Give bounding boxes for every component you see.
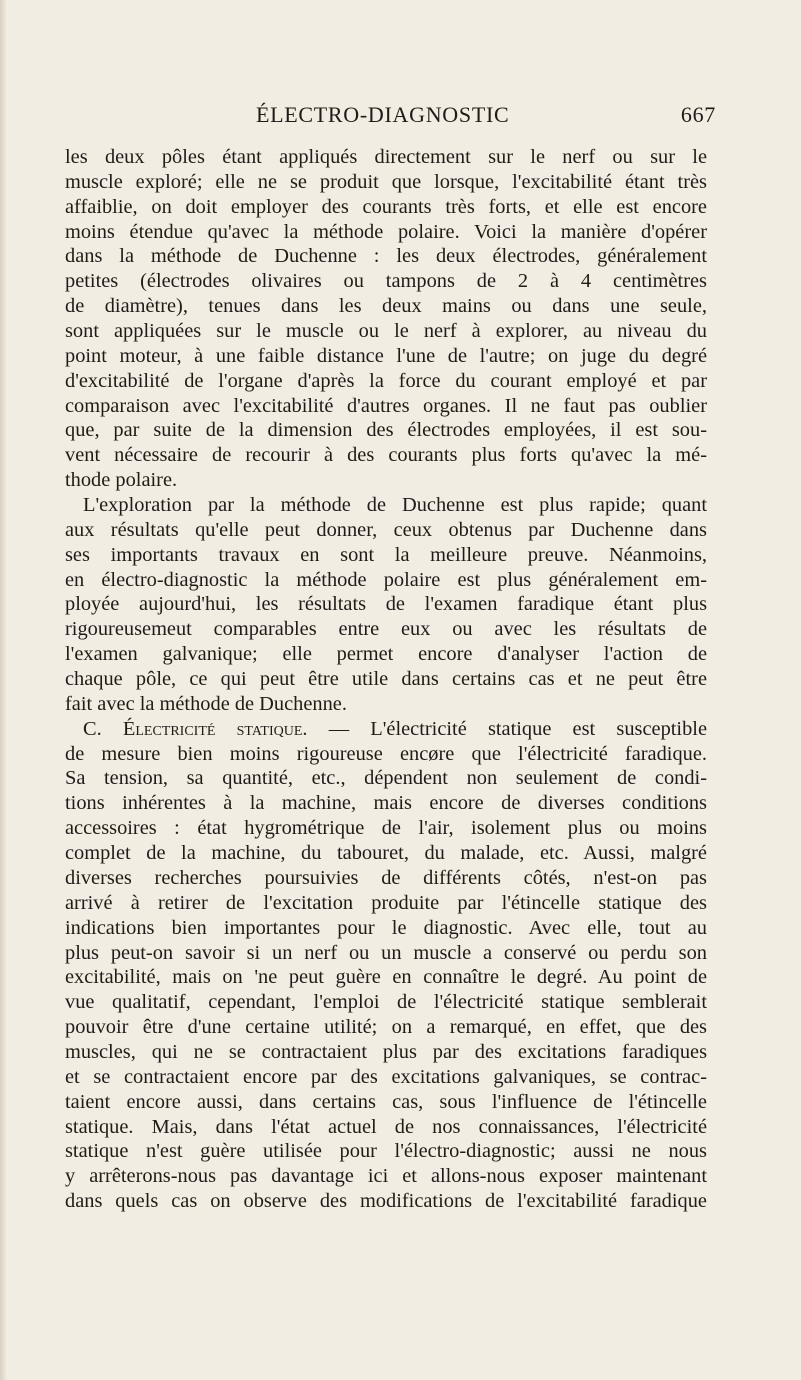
- text-line: de diamètre), tenues dans les deux mains ou dans une seule,: [65, 295, 707, 318]
- text-line: de mesure bien moins rigoureuse encøre que l'électricité faradique.: [65, 742, 707, 765]
- text-line: arrivé à retirer de l'excitation produite par l'étincelle statique des: [65, 891, 707, 914]
- text-line: muscle exploré; elle ne se produit que lorsque, l'excitabilité étant très: [65, 170, 707, 193]
- text-line: statique n'est guère utilisée pour l'électro-diagnostic; aussi ne nous: [65, 1140, 707, 1163]
- text-line: aux résultats qu'elle peut donner, ceux obtenus par Duchenne dans: [65, 518, 707, 541]
- paragraph-end-line: fait avec la méthode de Duchenne.: [65, 692, 347, 715]
- text-line: comparaison avec l'excitabilité d'autres organes. Il ne faut pas oublier: [65, 394, 707, 417]
- text-line: plus peut-on savoir si un nerf ou un muscle a conservé ou perdu son: [65, 941, 707, 964]
- body-text: [65, 145, 707, 1214]
- page-header: [256, 102, 716, 132]
- text-line: L'exploration par la méthode de Duchenne est plus rapide; quant: [83, 494, 707, 517]
- section-text: . — L'électricité statique est susceptible: [302, 717, 708, 740]
- text-line: indications bien importantes pour le diagnostic. Avec elle, tout au: [65, 916, 707, 939]
- text-line: statique. Mais, dans l'état actuel de nos connaissances, l'électricité: [65, 1115, 707, 1138]
- text-line: vue qualitatif, cependant, l'emploi de l'électricité statique semblerait: [65, 991, 707, 1014]
- page-number: 667: [680, 102, 716, 127]
- text-line: muscles, qui ne se contractaient plus par des excitations faradiques: [65, 1040, 707, 1063]
- text-line: pouvoir être d'une certaine utilité; on a remarqué, en effet, que des: [65, 1016, 707, 1039]
- text-line: y arrêterons-nous pas davantage ici et allons-nous exposer maintenant: [65, 1165, 707, 1188]
- text-line: moins étendue qu'avec la méthode polaire. Voici la manière d'opérer: [65, 220, 707, 243]
- text-line: affaiblie, on doit employer des courants très forts, et elle est encore: [65, 195, 707, 218]
- text-line: point moteur, à une faible distance l'une de l'autre; on juge du degré: [65, 344, 707, 367]
- text-line: tions inhérentes à la machine, mais encore de diverses conditions: [65, 792, 707, 815]
- text-line: Sa tension, sa quantité, etc., dépendent non seulement de condi-: [65, 767, 707, 790]
- text-line: dans la méthode de Duchenne : les deux électrodes, généralement: [65, 245, 707, 268]
- text-line: d'excitabilité de l'organe d'après la force du courant employé et par: [65, 369, 707, 392]
- text-line: accessoires : état hygrométrique de l'air, isolement plus ou moins: [65, 817, 707, 840]
- text-line: petites (électrodes olivaires ou tampons de 2 à 4 centimètres: [65, 270, 707, 293]
- page-edge-shadow: [0, 0, 7, 1380]
- text-line: diverses recherches poursuivies de différents côtés, n'est-on pas: [65, 866, 707, 889]
- text-line: et se contractaient encore par des excitations galvaniques, se contrac-: [65, 1065, 707, 1088]
- section-title: Électricité statique: [122, 717, 303, 740]
- paragraph-end-line: thode polaire.: [65, 469, 178, 492]
- text-line: rigoureusemeut comparables entre eux ou avec les résultats de: [65, 618, 707, 641]
- text-line: complet de la machine, du tabouret, du malade, etc. Aussi, malgré: [65, 842, 707, 865]
- text-line: les deux pôles étant appliqués directement sur le nerf ou sur le: [65, 146, 707, 168]
- text-line: excitabilité, mais on 'ne peut guère en connaître le degré. Au point de: [65, 966, 707, 989]
- text-line: ployée aujourd'hui, les résultats de l'examen faradique étant plus: [65, 593, 707, 616]
- text-line: sont appliquées sur le muscle ou le nerf à explorer, au niveau du: [65, 320, 707, 343]
- text-line: en électro-diagnostic la méthode polaire est plus généralement em-: [65, 568, 707, 591]
- text-line: dans quels cas on observe des modifications de l'excitabilité faradique: [65, 1190, 707, 1213]
- running-title: ÉLECTRO-DIAGNOSTIC: [256, 102, 510, 127]
- text-line: taient encore aussi, dans certains cas, sous l'influence de l'étincelle: [65, 1090, 707, 1113]
- section-heading-line: [65, 717, 707, 742]
- text-line: vent nécessaire de recourir à des courants plus forts qu'avec la mé-: [65, 444, 707, 467]
- text-line: chaque pôle, ce qui peut être utile dans certains cas et ne peut être: [65, 668, 707, 691]
- text-line: ses importants travaux en sont la meilleure preuve. Néanmoins,: [65, 543, 707, 566]
- section-label: C.: [83, 717, 123, 740]
- text-line: que, par suite de la dimension des électrodes employées, il est sou-: [65, 419, 707, 442]
- text-line: l'examen galvanique; elle permet encore d'analyser l'action de: [65, 643, 707, 666]
